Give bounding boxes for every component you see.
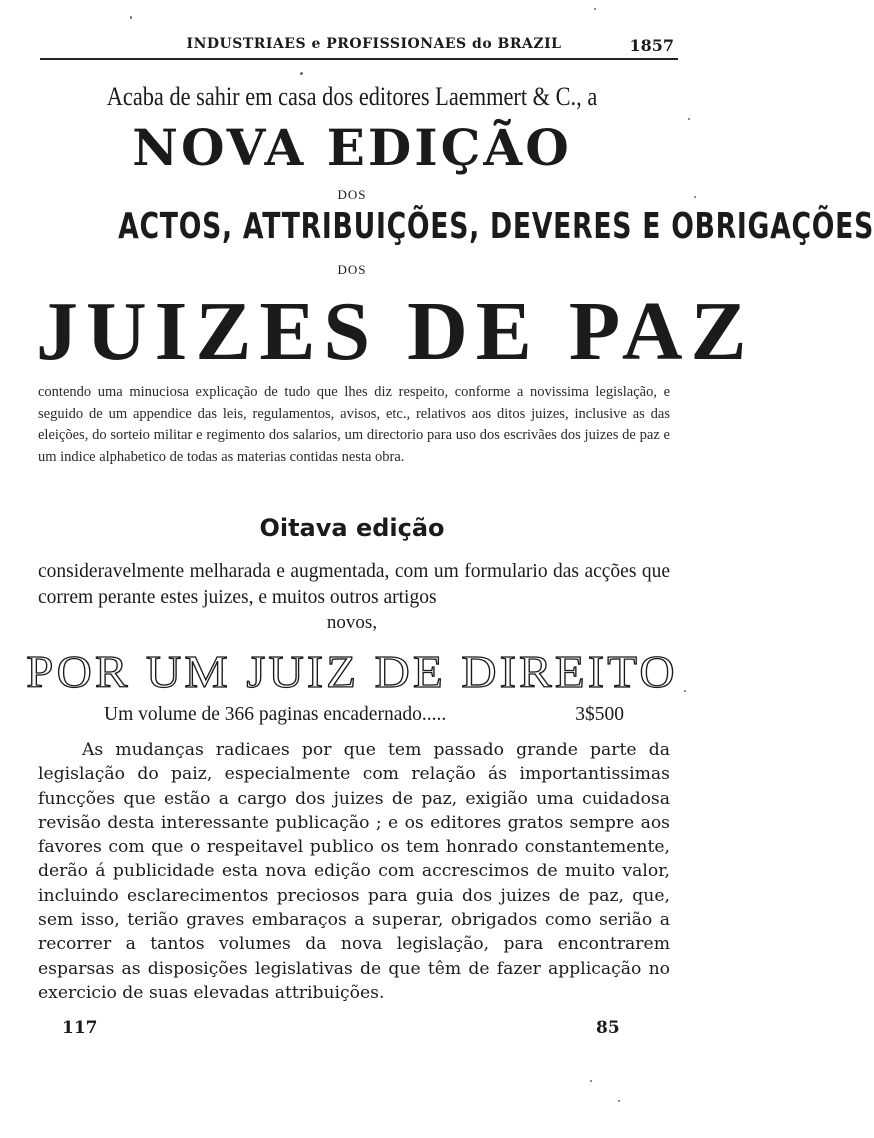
edition-heading: Oitava edição	[259, 514, 445, 542]
book-title: JUIZES DE PAZ	[36, 285, 755, 378]
scan-speck	[590, 1080, 592, 1082]
book-description: contendo uma minuciosa explicação de tudo que lhes diz respeito, conforme a novissima legislação, e seguido de um appendice das leis, regulamentos, avisos, etc., relativos aos ditos juizes, inclusive as das eleições, do sorteio militar e regimento dos salarios, um directorio para uso dos escrivães dos juizes de paz e um indice alphabetico de todas as materias contidas nesta obra.	[38, 384, 670, 465]
scan-speck	[618, 1100, 620, 1102]
footer-right-number: 85	[596, 1018, 620, 1038]
edition-note-end: novos,	[326, 612, 378, 633]
connector-dos-2: DOS	[337, 262, 367, 277]
edition-note: consideravelmente melharada e augmentada, com um formulario das acções que correm perante estes juizes, e muitos outros artigos	[38, 561, 670, 608]
headline-nova-edicao: NOVA EDIÇÃO	[132, 118, 572, 177]
connector-dos-1: DOS	[337, 187, 367, 202]
publisher-intro: Acaba de sahir em casa dos editores Laemmert & C., a	[106, 82, 598, 111]
volume-label: Um volume de 366 paginas encadernado.....	[104, 704, 447, 725]
running-header	[40, 32, 678, 60]
scan-speck	[594, 8, 596, 10]
volume-line	[104, 704, 624, 726]
scan-speck	[684, 690, 686, 692]
author-line: POR UM JUIZ DE DIREITO	[26, 646, 678, 697]
scan-speck	[688, 118, 690, 120]
body-paragraph: As mudanças radicaes por que tem passado grande parte da legislação do paiz, especialmente com relação ás importantissimas funcções que estão a cargo dos juizes de paz, exigião uma cuidadosa revisão desta interessante publicação ; e os editores gratos sempre aos favores com que o respeitavel publico os tem honrado constantemente, derão á publicidade esta nova edição com accrescimos de muito valor, incluindo esclarecimentos preciosos para guia dos juizes de paz, que, sem isso, terião graves embaraços a superar, obrigados como serião a recorrer a tantos volumes da nova legislação, para encontrarem esparsas as disposições legislativas de que têm de fazer applicação no exercicio de suas elevadas attribuições.	[38, 740, 670, 1003]
scan-speck	[694, 196, 696, 198]
running-title: INDUSTRIAES e PROFISSIONAES do BRAZIL	[186, 36, 562, 52]
volume-price: 3$500	[575, 704, 624, 725]
page-year: 1857	[629, 36, 674, 55]
scan-speck	[300, 72, 303, 75]
scan-speck	[130, 16, 132, 19]
footer-left-number: 117	[62, 1018, 98, 1038]
subject-heading: ACTOS, ATTRIBUIÇÕES, DEVERES E OBRIGAÇÕES	[118, 206, 874, 247]
